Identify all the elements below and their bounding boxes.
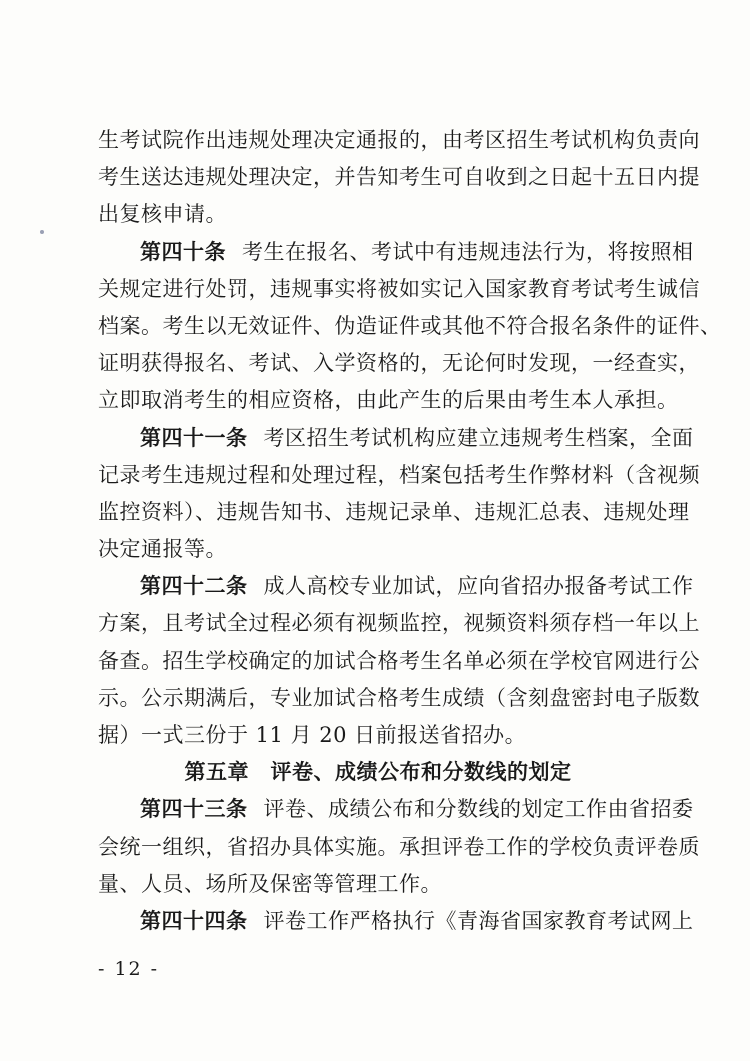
article-text: 成人高校专业加试，应向省招办报备考试工作: [263, 574, 694, 599]
paragraph: [98, 903, 694, 940]
text-line: 出复核申请。: [98, 202, 227, 227]
page-number: - 12 -: [98, 958, 160, 980]
paragraph: [98, 122, 700, 234]
text-line: 决定通报等。: [98, 537, 227, 562]
article-first-line: [98, 568, 694, 605]
text-line: 量、人员、场所及保密等管理工作。: [98, 871, 442, 896]
text-line: 关规定进行处罚，违规事实将被如实记入国家教育考试考生诚信: [98, 276, 700, 301]
article-number: 第四十四条: [140, 908, 248, 933]
article-number: 第四十二条: [140, 574, 248, 599]
article-text: 考区招生考试机构应建立违规考生档案，全面: [263, 425, 694, 450]
text-line: 示。公示期满后，专业加试合格考生成绩（含刻盘密封电子版数: [98, 685, 700, 710]
article-number: 第四十一条: [140, 425, 248, 450]
paragraph: [98, 568, 700, 754]
article-number: 第四十条: [140, 239, 226, 264]
text-line: 立即取消考生的相应资格，由此产生的后果由考生本人承担。: [98, 388, 679, 413]
text-line: 会统一组织，省招办具体实施。承担评卷工作的学校负责评卷质: [98, 834, 700, 859]
article-first-line: [98, 420, 694, 457]
article-text: 考生在报名、考试中有违规违法行为，将按照相: [242, 239, 694, 264]
scan-speck: [40, 230, 44, 234]
document-body: [98, 122, 722, 940]
text-line: 考生送达违规处理决定，并告知考生可自收到之日起十五日内提: [98, 165, 700, 190]
chapter-heading: 第五章 评卷、成绩公布和分数线的划定: [184, 760, 572, 785]
article-first-line: [98, 234, 694, 271]
article-number: 第四十三条: [140, 797, 248, 822]
text-line: 证明获得报名、考试、入学资格的，无论何时发现，一经查实，: [98, 351, 700, 376]
text-line: 记录考生违规过程和处理过程，档案包括考生作弊材料（含视频: [98, 462, 700, 487]
paragraph: [98, 234, 722, 420]
paragraph: [98, 420, 700, 569]
article-first-line: [98, 903, 694, 940]
text-line: 档案。考生以无效证件、伪造证件或其他不符合报名条件的证件、: [98, 313, 722, 338]
text-line: 监控资料）、违规告知书、违规记录单、违规汇总表、违规处理: [98, 499, 690, 524]
article-first-line: [98, 791, 694, 828]
paragraph: [98, 791, 700, 903]
article-text: 评卷、成绩公布和分数线的划定工作由省招委: [263, 797, 694, 822]
text-line: 据）一式三份于 11 月 20 日前报送省招办。: [98, 723, 527, 747]
text-line: 备查。招生学校确定的加试合格考生名单必须在学校官网进行公: [98, 648, 700, 673]
text-line: 生考试院作出违规处理决定通报的，由考区招生考试机构负责向: [98, 128, 700, 152]
article-text: 评卷工作严格执行《青海省国家教育考试网上: [263, 908, 694, 933]
text-line: 方案，且考试全过程必须有视频监控，视频资料须存档一年以上: [98, 611, 700, 636]
